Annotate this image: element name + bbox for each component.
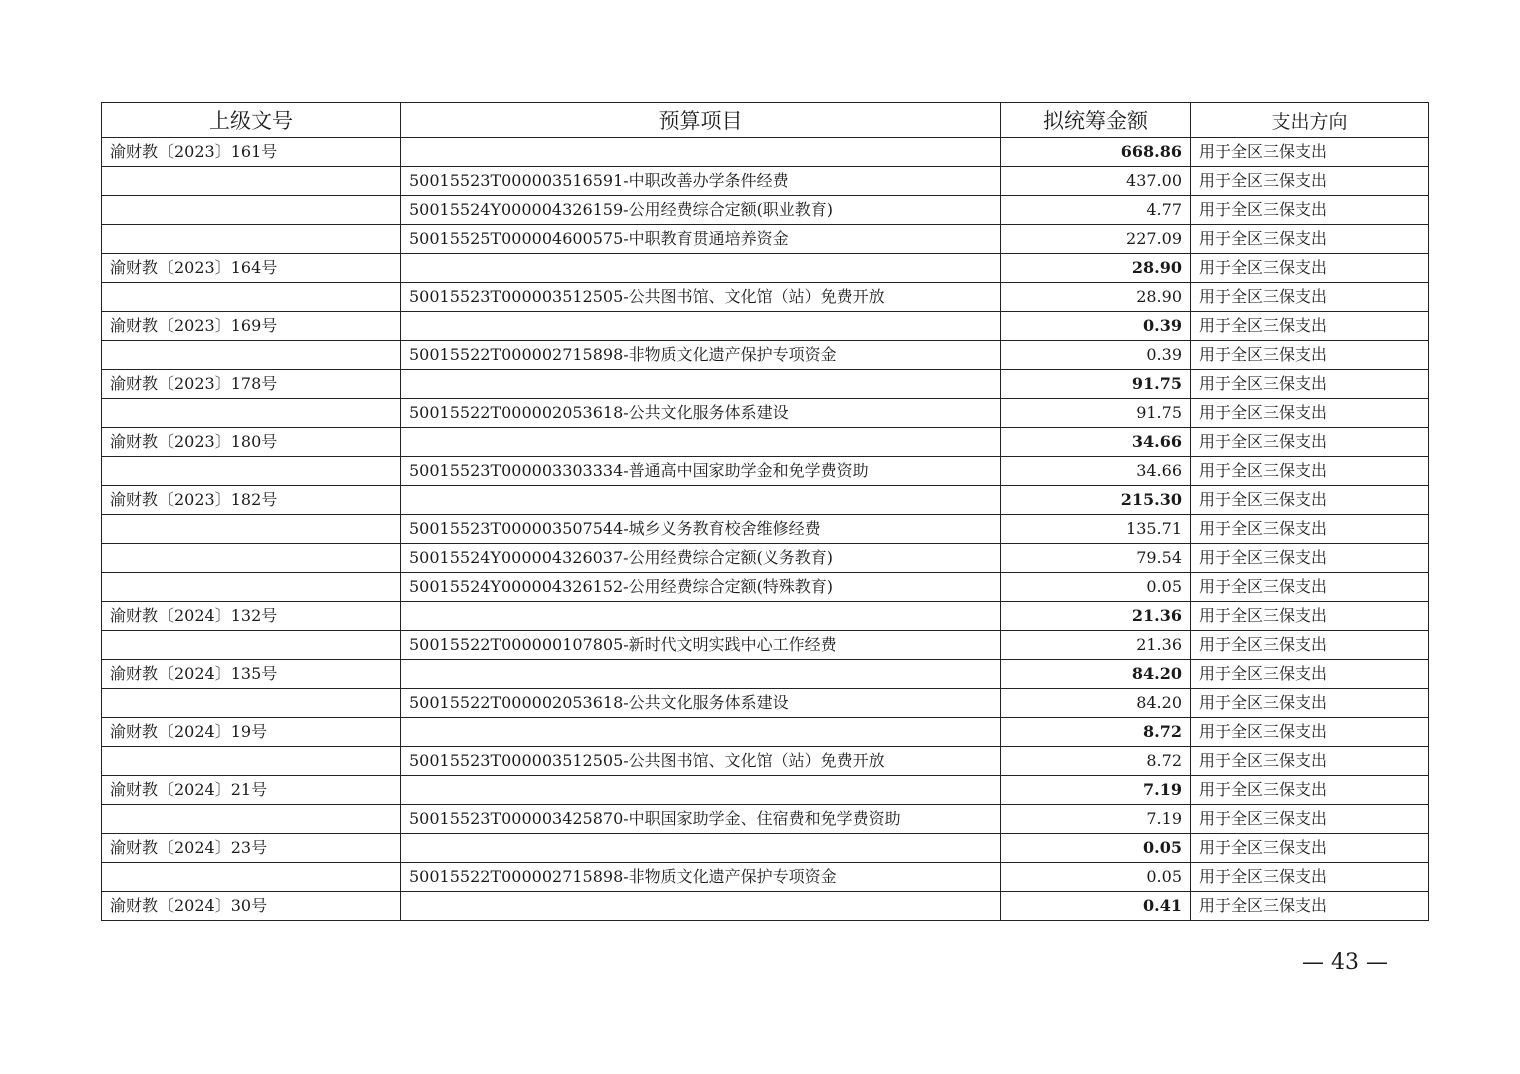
table-row [102, 747, 1429, 776]
cell-amount: 34.66 [1001, 457, 1191, 486]
cell-amount: 21.36 [1001, 602, 1191, 631]
cell-doc-no [102, 747, 401, 776]
cell-doc-no [102, 167, 401, 196]
cell-amount: 227.09 [1001, 225, 1191, 254]
table-row [102, 544, 1429, 573]
cell-doc-no: 渝财教〔2023〕178号 [102, 370, 401, 399]
cell-direction: 用于全区三保支出 [1191, 399, 1429, 428]
cell-amount: 84.20 [1001, 689, 1191, 718]
cell-doc-no [102, 283, 401, 312]
table-row [102, 689, 1429, 718]
cell-project [401, 428, 1001, 457]
cell-project: 50015523T000003512505-公共图书馆、文化馆（站）免费开放 [401, 283, 1001, 312]
cell-amount: 21.36 [1001, 631, 1191, 660]
cell-amount: 7.19 [1001, 805, 1191, 834]
cell-direction: 用于全区三保支出 [1191, 457, 1429, 486]
cell-direction: 用于全区三保支出 [1191, 573, 1429, 602]
cell-direction: 用于全区三保支出 [1191, 312, 1429, 341]
cell-project: 50015522T000000107805-新时代文明实践中心工作经费 [401, 631, 1001, 660]
cell-project: 50015523T000003303334-普通高中国家助学金和免学费资助 [401, 457, 1001, 486]
table-row [102, 370, 1429, 399]
cell-doc-no [102, 196, 401, 225]
cell-amount: 0.05 [1001, 834, 1191, 863]
cell-project: 50015524Y000004326152-公用经费综合定额(特殊教育) [401, 573, 1001, 602]
header-direction: 支出方向 [1191, 103, 1429, 138]
cell-direction: 用于全区三保支出 [1191, 225, 1429, 254]
cell-direction: 用于全区三保支出 [1191, 718, 1429, 747]
table-row [102, 225, 1429, 254]
table-row [102, 602, 1429, 631]
cell-direction: 用于全区三保支出 [1191, 689, 1429, 718]
table-row [102, 254, 1429, 283]
cell-project [401, 602, 1001, 631]
cell-doc-no [102, 341, 401, 370]
cell-amount: 28.90 [1001, 283, 1191, 312]
table-body [102, 138, 1429, 921]
budget-table [101, 102, 1429, 921]
cell-amount: 8.72 [1001, 747, 1191, 776]
header-amount: 拟统筹金额 [1001, 103, 1191, 138]
cell-project [401, 486, 1001, 515]
cell-direction: 用于全区三保支出 [1191, 747, 1429, 776]
cell-project [401, 776, 1001, 805]
header-project: 预算项目 [401, 103, 1001, 138]
cell-amount: 79.54 [1001, 544, 1191, 573]
cell-project: 50015523T000003516591-中职改善办学条件经费 [401, 167, 1001, 196]
cell-amount: 4.77 [1001, 196, 1191, 225]
cell-doc-no [102, 573, 401, 602]
cell-project [401, 892, 1001, 921]
cell-direction: 用于全区三保支出 [1191, 863, 1429, 892]
table-row [102, 283, 1429, 312]
cell-project: 50015523T000003507544-城乡义务教育校舍维修经费 [401, 515, 1001, 544]
table-row [102, 515, 1429, 544]
table-row [102, 660, 1429, 689]
cell-amount: 8.72 [1001, 718, 1191, 747]
cell-project: 50015523T000003512505-公共图书馆、文化馆（站）免费开放 [401, 747, 1001, 776]
cell-doc-no: 渝财教〔2023〕180号 [102, 428, 401, 457]
cell-direction: 用于全区三保支出 [1191, 341, 1429, 370]
cell-project: 50015523T000003425870-中职国家助学金、住宿费和免学费资助 [401, 805, 1001, 834]
cell-amount: 28.90 [1001, 254, 1191, 283]
cell-project [401, 660, 1001, 689]
table-row [102, 834, 1429, 863]
cell-project [401, 834, 1001, 863]
table-row [102, 457, 1429, 486]
cell-amount: 34.66 [1001, 428, 1191, 457]
cell-amount: 135.71 [1001, 515, 1191, 544]
table-row [102, 776, 1429, 805]
table-row [102, 312, 1429, 341]
cell-amount: 0.39 [1001, 312, 1191, 341]
cell-doc-no: 渝财教〔2024〕23号 [102, 834, 401, 863]
cell-doc-no [102, 399, 401, 428]
table-header-row [102, 103, 1429, 138]
table-row [102, 167, 1429, 196]
cell-project: 50015524Y000004326159-公用经费综合定额(职业教育) [401, 196, 1001, 225]
cell-direction: 用于全区三保支出 [1191, 196, 1429, 225]
cell-doc-no [102, 805, 401, 834]
cell-amount: 91.75 [1001, 399, 1191, 428]
cell-project [401, 254, 1001, 283]
cell-project [401, 370, 1001, 399]
cell-direction: 用于全区三保支出 [1191, 631, 1429, 660]
cell-amount: 0.05 [1001, 573, 1191, 602]
cell-amount: 91.75 [1001, 370, 1191, 399]
cell-doc-no: 渝财教〔2024〕30号 [102, 892, 401, 921]
cell-amount: 215.30 [1001, 486, 1191, 515]
cell-doc-no: 渝财教〔2023〕161号 [102, 138, 401, 167]
cell-direction: 用于全区三保支出 [1191, 428, 1429, 457]
page-number: — 43 — [1302, 950, 1388, 975]
cell-direction: 用于全区三保支出 [1191, 167, 1429, 196]
cell-amount: 7.19 [1001, 776, 1191, 805]
cell-direction: 用于全区三保支出 [1191, 254, 1429, 283]
cell-doc-no [102, 457, 401, 486]
table-row [102, 399, 1429, 428]
cell-direction: 用于全区三保支出 [1191, 138, 1429, 167]
cell-doc-no: 渝财教〔2023〕182号 [102, 486, 401, 515]
cell-direction: 用于全区三保支出 [1191, 805, 1429, 834]
cell-project [401, 138, 1001, 167]
cell-doc-no [102, 225, 401, 254]
cell-direction: 用于全区三保支出 [1191, 283, 1429, 312]
cell-doc-no [102, 544, 401, 573]
cell-doc-no: 渝财教〔2024〕135号 [102, 660, 401, 689]
cell-doc-no: 渝财教〔2024〕132号 [102, 602, 401, 631]
cell-direction: 用于全区三保支出 [1191, 776, 1429, 805]
cell-project: 50015522T000002053618-公共文化服务体系建设 [401, 399, 1001, 428]
cell-project: 50015522T000002715898-非物质文化遗产保护专项资金 [401, 341, 1001, 370]
cell-doc-no [102, 689, 401, 718]
cell-direction: 用于全区三保支出 [1191, 892, 1429, 921]
table-row [102, 805, 1429, 834]
table-row [102, 486, 1429, 515]
cell-direction: 用于全区三保支出 [1191, 602, 1429, 631]
table-row [102, 892, 1429, 921]
cell-doc-no [102, 631, 401, 660]
table-row [102, 573, 1429, 602]
table-row [102, 718, 1429, 747]
cell-doc-no: 渝财教〔2023〕169号 [102, 312, 401, 341]
cell-doc-no [102, 515, 401, 544]
table-row [102, 631, 1429, 660]
cell-doc-no [102, 863, 401, 892]
cell-project: 50015525T000004600575-中职教育贯通培养资金 [401, 225, 1001, 254]
header-doc-no: 上级文号 [102, 103, 401, 138]
cell-direction: 用于全区三保支出 [1191, 544, 1429, 573]
cell-doc-no: 渝财教〔2024〕21号 [102, 776, 401, 805]
cell-amount: 0.41 [1001, 892, 1191, 921]
cell-amount: 84.20 [1001, 660, 1191, 689]
cell-project [401, 718, 1001, 747]
cell-amount: 668.86 [1001, 138, 1191, 167]
table-row [102, 428, 1429, 457]
cell-direction: 用于全区三保支出 [1191, 486, 1429, 515]
cell-project: 50015524Y000004326037-公用经费综合定额(义务教育) [401, 544, 1001, 573]
table-row [102, 196, 1429, 225]
table-row [102, 138, 1429, 167]
cell-direction: 用于全区三保支出 [1191, 660, 1429, 689]
cell-direction: 用于全区三保支出 [1191, 370, 1429, 399]
cell-amount: 437.00 [1001, 167, 1191, 196]
cell-amount: 0.39 [1001, 341, 1191, 370]
cell-amount: 0.05 [1001, 863, 1191, 892]
cell-project: 50015522T000002053618-公共文化服务体系建设 [401, 689, 1001, 718]
table-row [102, 341, 1429, 370]
table-row [102, 863, 1429, 892]
cell-project: 50015522T000002715898-非物质文化遗产保护专项资金 [401, 863, 1001, 892]
cell-doc-no: 渝财教〔2024〕19号 [102, 718, 401, 747]
cell-doc-no: 渝财教〔2023〕164号 [102, 254, 401, 283]
cell-direction: 用于全区三保支出 [1191, 515, 1429, 544]
cell-direction: 用于全区三保支出 [1191, 834, 1429, 863]
cell-project [401, 312, 1001, 341]
